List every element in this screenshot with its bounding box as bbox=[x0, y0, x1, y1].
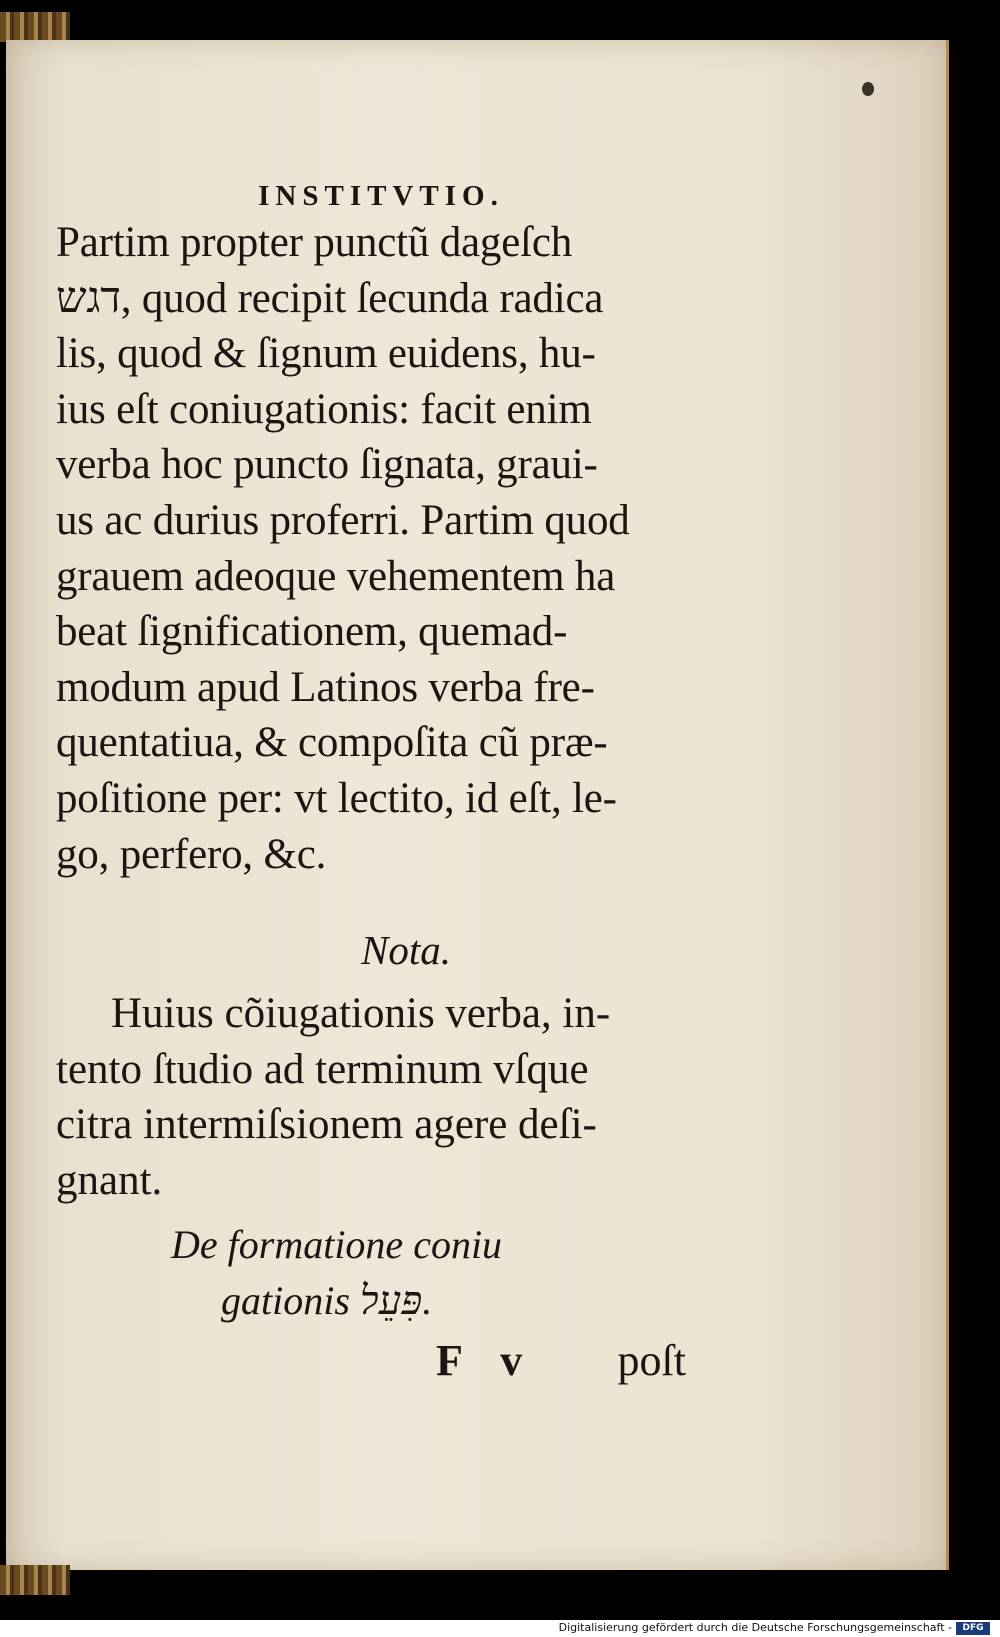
body-line: ius eſt coniugationis: facit enim bbox=[56, 385, 592, 433]
binding-edge-bottom bbox=[0, 1565, 70, 1595]
catchword: poſt bbox=[617, 1335, 686, 1385]
body-line: דגש, quod recipit ſecunda radica bbox=[56, 274, 604, 322]
body-line: beat ſignificationem, quemad- bbox=[56, 608, 568, 656]
nota-line: gnant. bbox=[56, 1156, 163, 1204]
ink-speck bbox=[862, 82, 874, 96]
body-paragraph bbox=[56, 215, 686, 882]
page-foot bbox=[56, 1335, 686, 1399]
nota-line: Huius cõiugationis verba, in- bbox=[111, 990, 611, 1038]
body-line: go, perfero, &c. bbox=[56, 830, 327, 878]
nota-line: citra intermiſsionem agere deſi- bbox=[56, 1101, 597, 1149]
section-heading-line: De formatione coniu bbox=[171, 1221, 503, 1267]
nota-line: tento ſtudio ad terminum vſque bbox=[56, 1045, 589, 1093]
section-heading-line: gationis פִּעֵל. bbox=[221, 1277, 433, 1323]
binding-edge-top bbox=[0, 12, 70, 42]
body-line: us ac durius proferri. Partim quod bbox=[56, 496, 630, 544]
funding-credit: Digitalisierung gefördert durch die Deutsche Forschungsgemeinschaft - bbox=[558, 1621, 952, 1634]
page-text-block bbox=[56, 180, 686, 1399]
signature-mark: F v bbox=[436, 1335, 537, 1385]
dfg-logo: DFG bbox=[956, 1622, 990, 1635]
section-heading bbox=[56, 1217, 686, 1329]
nota-paragraph bbox=[56, 986, 686, 1208]
body-line: poſitione per: vt lectito, id eſt, le- bbox=[56, 774, 617, 822]
body-line: verba hoc puncto ſignata, graui- bbox=[56, 441, 598, 489]
body-line: quentatiua, & compoſita cũ præ- bbox=[56, 719, 608, 767]
running-head: INSTITVTIO. bbox=[258, 180, 504, 212]
body-line: Partim propter punctũ dageſch bbox=[56, 219, 573, 266]
nota-heading: Nota. bbox=[361, 927, 451, 974]
body-line: grauem adeoque vehementem ha bbox=[56, 552, 616, 600]
body-line: lis, quod & ſignum euidens, hu- bbox=[56, 330, 596, 378]
body-line: modum apud Latinos verba fre- bbox=[56, 663, 595, 711]
book-page bbox=[6, 40, 949, 1570]
